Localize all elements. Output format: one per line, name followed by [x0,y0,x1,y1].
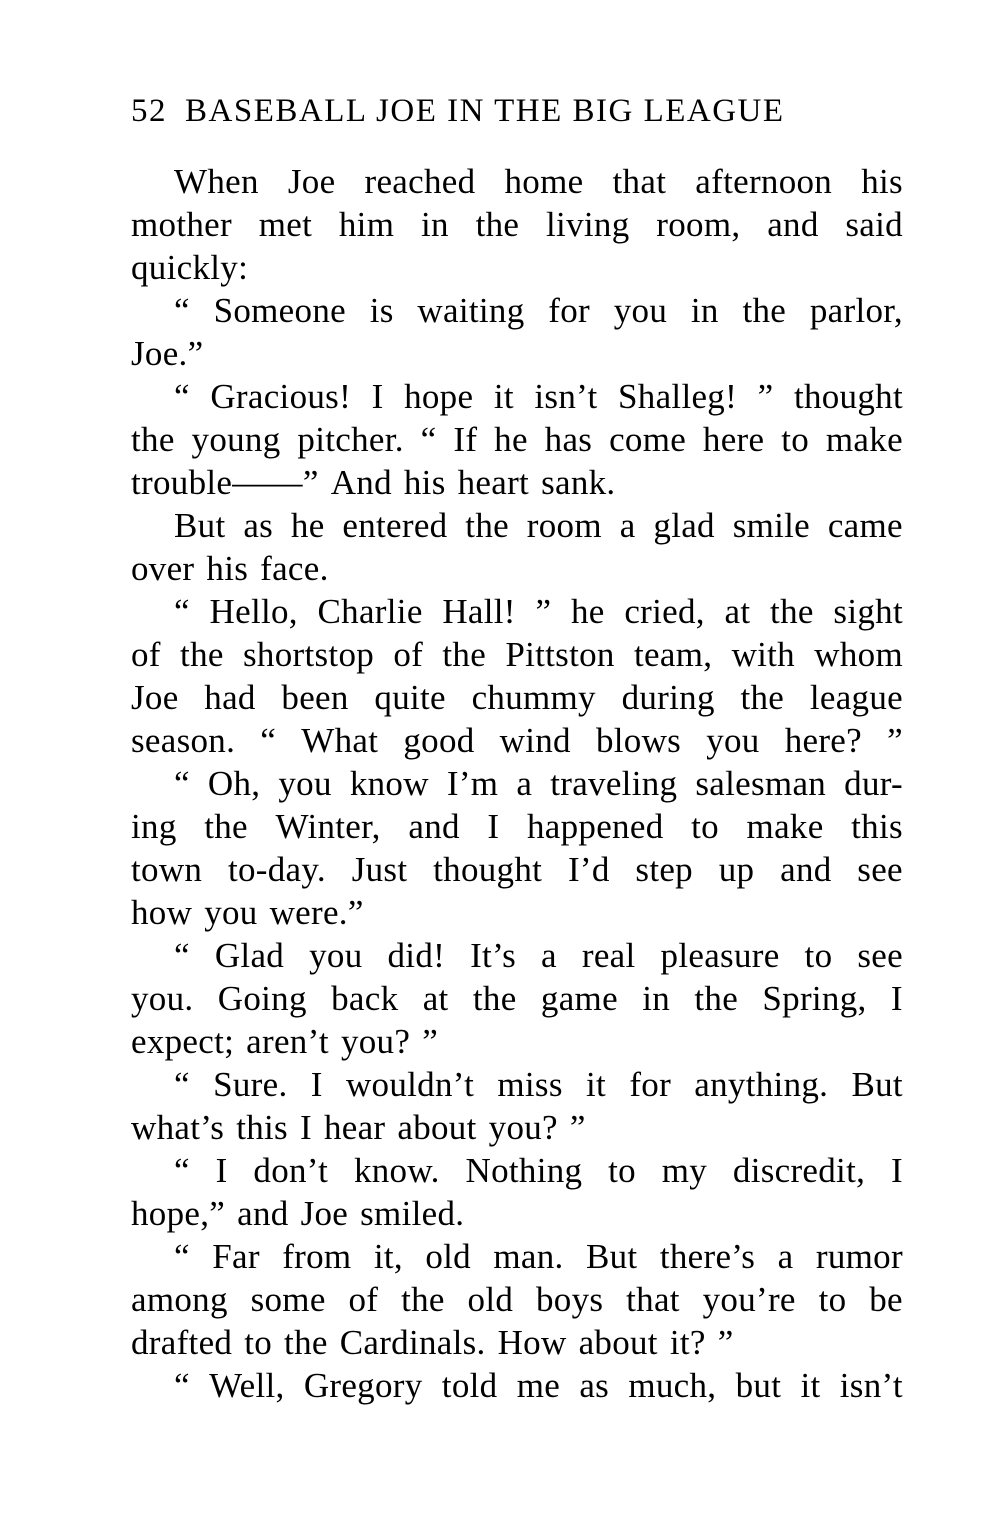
text-line: the young pitcher. “ If he has come here to make [131,420,903,459]
text-line: among some of the old boys that you’re to be [131,1280,903,1319]
text-line: hope,” and Joe smiled. [131,1194,465,1233]
text-line: “ Someone is waiting for you in the parlor, [174,291,903,330]
text-line: “ Glad you did! It’s a real pleasure to see [174,936,903,975]
text-line: mother met him in the living room, and said [131,205,903,244]
text-line: When Joe reached home that afternoon his [174,162,903,201]
text-line: “ Hello, Charlie Hall! ” he cried, at the sight [174,592,903,631]
text-line: Joe.” [131,334,204,373]
text-line: “ Oh, you know I’m a traveling salesman dur- [174,764,903,803]
text-line: ing the Winter, and I happened to make this [131,807,903,846]
text-line: season. “ What good wind blows you here? ” [131,721,903,760]
text-line: you. Going back at the game in the Spring, I [131,979,903,1018]
running-head [131,88,903,134]
text-line: Joe had been quite chummy during the league [131,678,903,717]
text-line: of the shortstop of the Pittston team, with whom [131,635,903,674]
text-line: how you were.” [131,893,364,932]
text-line: over his face. [131,549,329,588]
text-line: trouble——” And his heart sank. [131,463,616,502]
text-line: drafted to the Cardinals. How about it? ” [131,1323,734,1362]
page-number: 52 [131,93,167,129]
text-line: But as he entered the room a glad smile came [174,506,903,545]
text-line: “ Far from it, old man. But there’s a rumor [174,1237,903,1276]
text-line: town to-day. Just thought I’d step up and see [131,850,903,889]
text-line: expect; aren’t you? ” [131,1022,439,1061]
text-line: “ Sure. I wouldn’t miss it for anything. But [174,1065,903,1104]
text-line: “ Gracious! I hope it isn’t Shalleg! ” thought [174,377,903,416]
body-text [131,160,903,1407]
text-line: “ I don’t know. Nothing to my discredit, I [174,1151,903,1190]
running-title: BASEBALL JOE IN THE BIG LEAGUE [185,93,785,129]
text-line: “ Well, Gregory told me as much, but it isn’t [174,1366,903,1405]
text-line: what’s this I hear about you? ” [131,1108,586,1147]
text-line: quickly: [131,248,249,287]
